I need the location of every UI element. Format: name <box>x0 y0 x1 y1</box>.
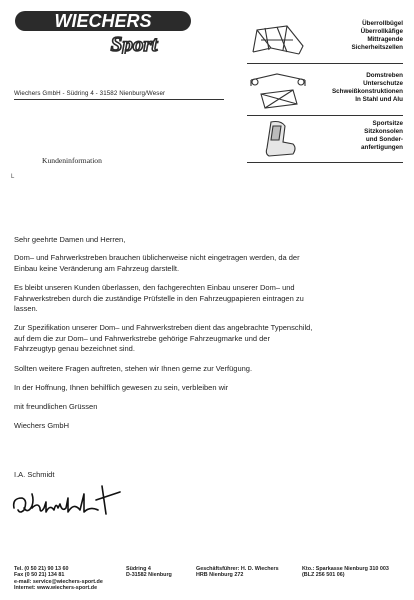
footer-bank <box>302 566 389 579</box>
product-row-seat <box>247 118 403 160</box>
product-text-strut-brace <box>305 72 403 104</box>
logo-brand-line2: Sport <box>110 32 158 54</box>
logo-graphic <box>14 10 192 54</box>
footer-contact <box>14 566 103 592</box>
wiechers-sport-logo <box>14 10 192 54</box>
rollcage-icon <box>247 18 309 60</box>
footer-line: D-31582 Nienburg <box>126 572 172 579</box>
footer-line: (BLZ 256 501 06) <box>302 572 345 579</box>
text-line: Fahrzeugtyp genau bezeichnet sind. <box>14 344 135 354</box>
paragraph-3 <box>14 323 399 354</box>
product-line: und Sonder- <box>365 136 403 143</box>
footer-management <box>196 566 279 579</box>
product-line: Mittragende <box>367 36 403 43</box>
paragraph-4: Sollten weitere Fragen auftreten, stehen wir Ihnen gerne zur Verfügung. <box>14 363 253 373</box>
strut-brace-icon <box>247 70 309 112</box>
text-line: lassen. <box>14 304 38 314</box>
footer-line: Tel. (0 50 21) 90 13 60 <box>14 566 69 572</box>
text-line: Einbau keine Veränderung am Fahrzeug darstellt. <box>14 263 180 273</box>
letter-body <box>14 235 399 431</box>
text-line: Es bleibt unseren Kunden überlassen, den fachgerechten Einbau unserer Dom– und <box>14 283 295 293</box>
product-line: Schweißkonstruktionen <box>331 88 403 95</box>
text-line: auf dem die zur Dom– und Fahrwerkstrebe gehörige Fahrzeugmarke und der <box>14 333 270 343</box>
closing: mit freundlichen Grüssen <box>14 402 98 412</box>
product-row-strut-brace <box>247 70 403 112</box>
product-panel <box>247 18 403 158</box>
paragraph-2 <box>14 283 399 314</box>
product-text-seat <box>305 120 403 152</box>
footer-line: Internet: www.wiechers-sport.de <box>14 585 98 592</box>
product-divider <box>247 162 403 163</box>
product-line: Sitzkonsolen <box>364 128 403 135</box>
product-line: Domstreben <box>366 72 403 79</box>
footer-line: HRB Nienburg 272 <box>196 572 244 579</box>
product-row-rollcage <box>247 18 403 60</box>
footer-line: Geschäftsführer: H. D. Wiechers <box>196 566 279 572</box>
product-text-rollcage <box>305 20 403 52</box>
product-divider <box>247 63 403 64</box>
product-line: Sicherheitszellen <box>351 44 403 51</box>
footer-line: Südring 4 <box>126 566 151 572</box>
margin-mark: L <box>11 174 15 180</box>
product-line: Unterschutze <box>363 80 403 87</box>
paragraph-5: In der Hoffnung, Ihnen behilflich gewesen zu sein, verbleiben wir <box>14 383 229 393</box>
footer-line: Kto.: Sparkasse Nienburg 310 003 <box>302 566 389 572</box>
sender-address-line: Wiechers GmbH - Südring 4 - 31582 Nienburg/Weser <box>14 90 166 97</box>
footer-line: e-mail: service@wiechers-sport.de <box>14 578 103 585</box>
seat-icon <box>247 118 309 160</box>
paragraph-1 <box>14 253 399 274</box>
product-line: Überrollkäfige <box>360 28 403 35</box>
footer-line: Fax (0 50 21) 134 81 <box>14 572 65 579</box>
salutation: Sehr geehrte Damen und Herren, <box>14 235 126 244</box>
handwritten-signature <box>10 480 128 520</box>
product-line: In Stahl und Alu <box>355 96 403 103</box>
product-line: anfertigungen <box>361 144 403 151</box>
signer-name: I.A. Schmidt <box>14 470 55 479</box>
product-line: Sportsitze <box>372 120 403 127</box>
text-line: Fahrwerkstreben durch die zuständige Prüfstelle in den Fahrzeugpapieren eintragen zu <box>14 293 304 303</box>
logo-brand-line1: WIECHERS <box>54 11 152 31</box>
text-line: Dom– und Fahrwerkstreben brauchen üblicherweise nicht eingetragen werden, da der <box>14 253 300 263</box>
footer-address <box>126 566 172 579</box>
product-line: Überrollbügel <box>362 20 403 27</box>
address-divider <box>14 99 224 100</box>
company-name: Wiechers GmbH <box>14 420 70 430</box>
text-line: Zur Spezifikation unserer Dom– und Fahrwerkstreben dient das angebrachte Typenschild, <box>14 323 313 333</box>
product-divider <box>247 115 403 116</box>
customer-information-heading: Kundeninformation <box>42 156 102 165</box>
